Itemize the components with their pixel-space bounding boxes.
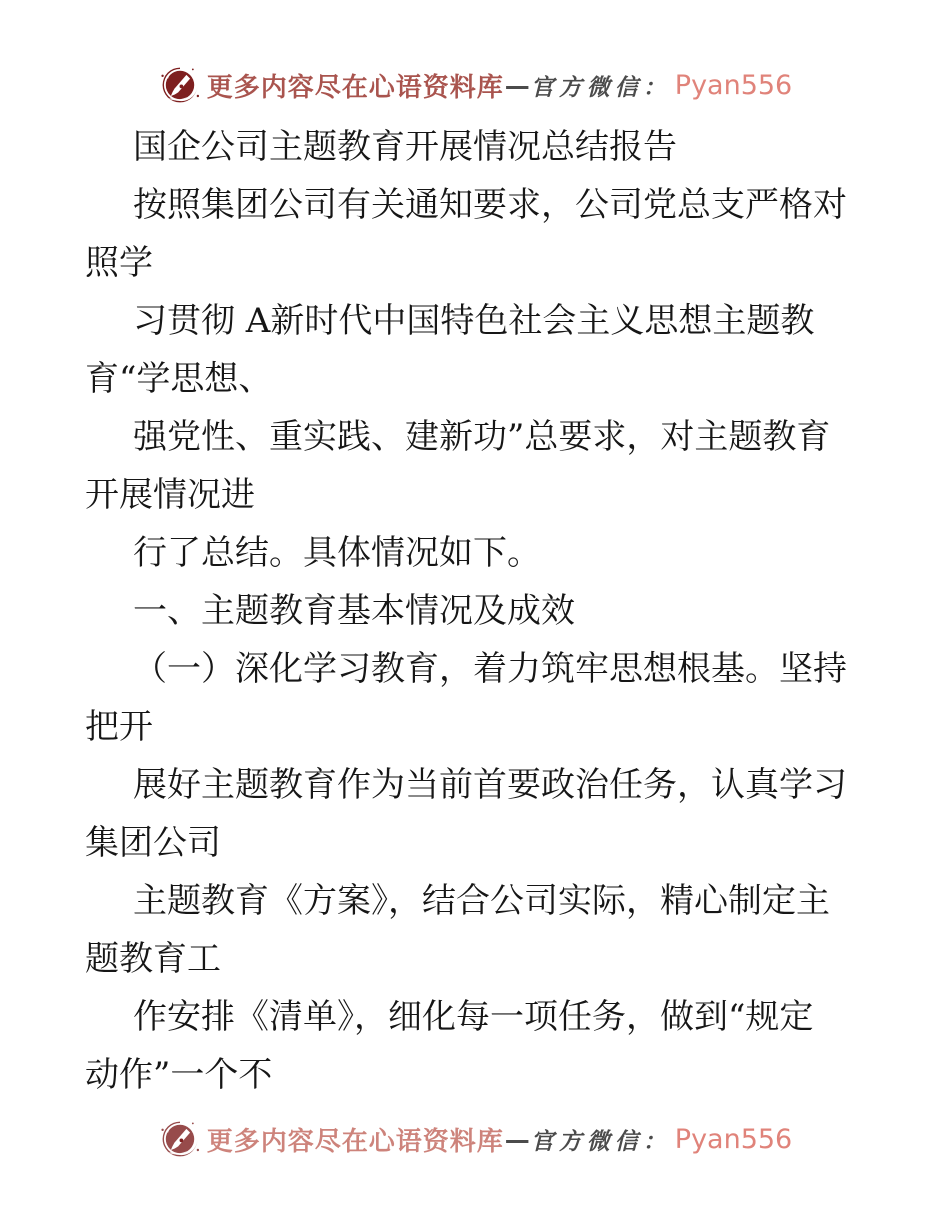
text-line: 集团公司 [85,823,221,863]
text-line: 题教育工 [85,939,221,979]
text-line: 动作”一个不 [85,1055,273,1095]
text-line: 开展情况进 [85,475,255,515]
text-line: （一）深化学习教育，着力筑牢思想根基。坚持 [133,649,847,689]
watermark-brand-text: 更多内容尽在心语资料库 [206,1126,504,1157]
text-line: 照学 [85,243,153,283]
text-line: 作安排《清单》，细化每一项任务，做到“规定 [133,997,814,1037]
header-watermark [0,62,950,108]
watermark-dash: — [504,1124,530,1154]
watermark-brand-text: 更多内容尽在心语资料库 [206,72,504,103]
watermark-wechat-label: 官方微信： [530,1127,671,1155]
text-line: 主题教育《方案》，结合公司实际，精心制定主 [133,881,830,921]
footer-watermark [0,1116,950,1162]
text-line: 强党性、重实践、建新功”总要求，对主题教育 [133,417,831,457]
watermark-dash: — [504,70,530,100]
watermark-wechat-account: Pyan556 [674,69,793,101]
pen-nib-swirl-icon [158,1116,202,1162]
text-line: 一、主题教育基本情况及成效 [133,591,575,631]
text-line: 习贯彻 A新时代中国特色社会主义思想主题教 [133,301,815,341]
document-body [85,118,885,1104]
text-line: 育“学思想、 [85,359,273,399]
text-line: 按照集团公司有关通知要求，公司党总支严格对 [133,185,847,225]
pen-nib-swirl-icon [158,62,202,108]
text-line: 行了总结。具体情况如下。 [133,533,541,573]
watermark-wechat-account: Pyan556 [674,1123,793,1155]
watermark-wechat-label: 官方微信： [530,73,671,101]
document-title-line: 国企公司主题教育开展情况总结报告 [133,127,677,167]
text-line: 把开 [85,707,153,747]
text-line: 展好主题教育作为当前首要政治任务，认真学习 [133,765,847,805]
